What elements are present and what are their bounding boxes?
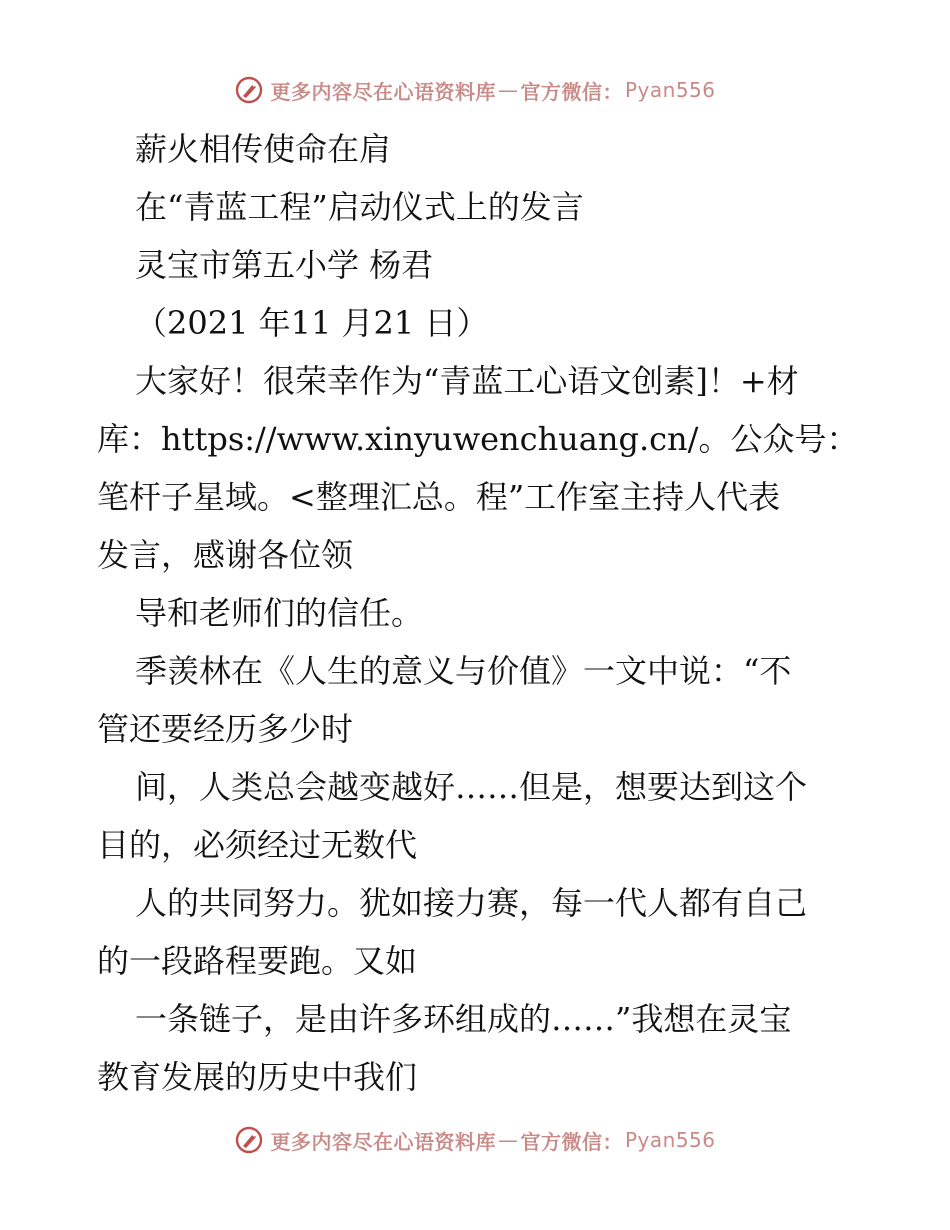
paragraph-line: 季羡林在《人生的意义与价值》一文中说：“不 (135, 652, 792, 690)
document-subtitle: 在“青蓝工程”启动仪式上的发言 (135, 188, 584, 226)
paragraph-line: 管还要经历多少时 (97, 710, 354, 748)
banner-wechat-id: Pyan556 (624, 1128, 716, 1152)
header-watermark-banner (0, 70, 950, 110)
pen-nib-circle-icon (234, 1125, 264, 1155)
footer-watermark-banner (0, 1120, 950, 1160)
banner-separator: — (497, 78, 519, 102)
paragraph-line: 目的，必须经过无数代 (97, 826, 418, 864)
paragraph-line: 导和老师们的信任。 (135, 594, 424, 632)
banner-wechat-id: Pyan556 (624, 78, 716, 102)
banner-wechat-label: 官方微信： (520, 1129, 623, 1154)
document-author: 灵宝市第五小学 杨君 (135, 246, 434, 284)
banner-separator: — (497, 1128, 519, 1152)
document-date: （2021 年11 月21 日） (135, 304, 489, 342)
pen-nib-circle-icon (234, 75, 264, 105)
paragraph-line: 的一段路程要跑。又如 (97, 942, 418, 980)
paragraph-line: 间，人类总会越变越好……但是，想要达到这个 (135, 768, 808, 806)
paragraph-line: 发言，感谢各位领 (97, 536, 354, 574)
paragraph-line: 人的共同努力。犹如接力赛，每一代人都有自己 (135, 884, 808, 922)
paragraph-line: 笔杆子星域。<整理汇总。程”工作室主持人代表 (97, 478, 781, 516)
paragraph-line: 大家好！很荣幸作为“青蓝工心语文创素]！+材 (135, 362, 799, 400)
banner-wechat-label: 官方微信： (520, 79, 623, 104)
paragraph-line: 教育发展的历史中我们 (97, 1058, 418, 1096)
paragraph-line: 一条链子，是由许多环组成的……”我想在灵宝 (135, 1000, 792, 1038)
paragraph-line: 库：https://www.xinyuwenchuang.cn/。公众号： (97, 420, 859, 458)
document-body (97, 120, 857, 1106)
banner-site-text: 更多内容尽在心语资料库 (270, 1129, 496, 1154)
document-title: 薪火相传使命在肩 (135, 130, 392, 168)
banner-site-text: 更多内容尽在心语资料库 (270, 79, 496, 104)
